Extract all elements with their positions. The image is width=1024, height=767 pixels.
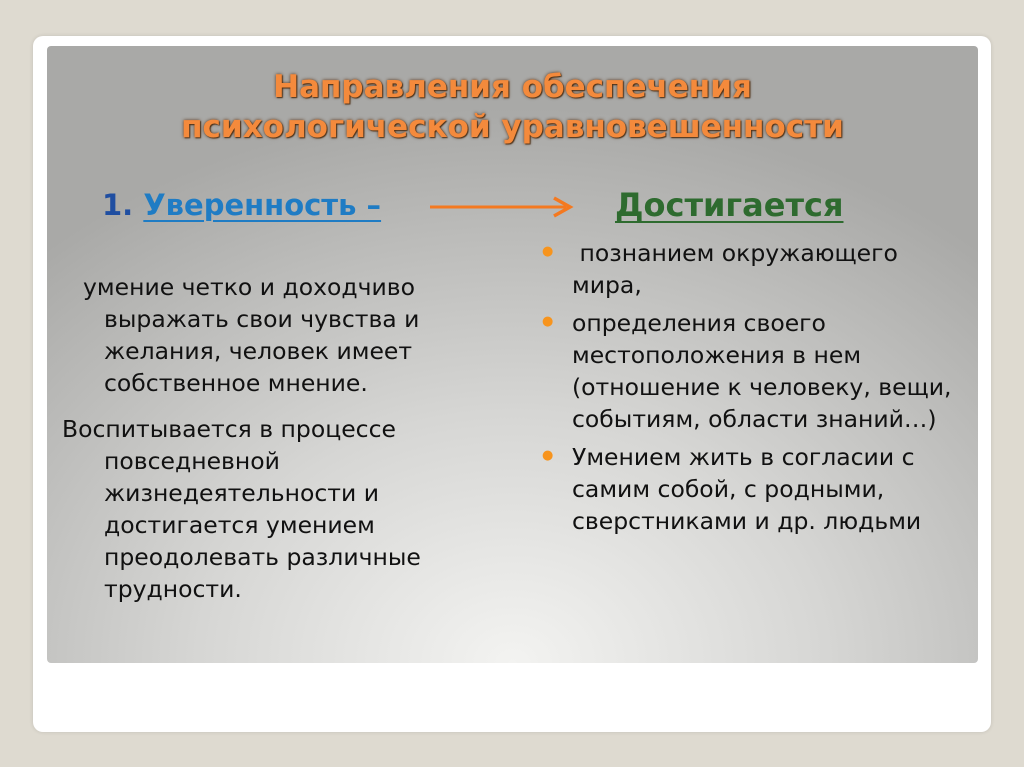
bullet-text: познанием окружающего мира, [572,239,906,299]
right-column [540,237,960,543]
bullet-dot-icon: ● [542,244,554,259]
list-item [540,237,960,301]
left-heading-text: Уверенность – [143,188,382,222]
list-item [540,441,960,537]
left-heading-number: 1. [102,188,134,222]
bullet-text: определения своего местоположения в нем (отношение к человеку, вещи, событиям, области знаний…) [572,309,952,433]
left-column [62,271,502,605]
title-line-2: психологической уравновешенности [181,109,844,145]
left-heading [102,185,381,225]
left-paragraph-definition: умение четко и доходчиво выражать свои чувства и желания, человек имеет собственное мнение. [83,273,420,397]
right-arrow-icon [430,196,580,218]
bullet-text: Умением жить в согласии с самим собой, с родными, сверстниками и др. людьми [572,443,922,535]
bullet-dot-icon: ● [542,314,554,329]
bullet-dot-icon: ● [542,448,554,463]
left-paragraph-upbringing: Воспитывается в процессе повседневной жизнедеятельности и достигается умением преодолевать различные трудности. [62,415,421,603]
slide-title [47,67,978,147]
right-heading: Достигается [615,186,844,224]
title-line-1: Направления обеспечения [273,69,752,105]
list-item [540,307,960,435]
